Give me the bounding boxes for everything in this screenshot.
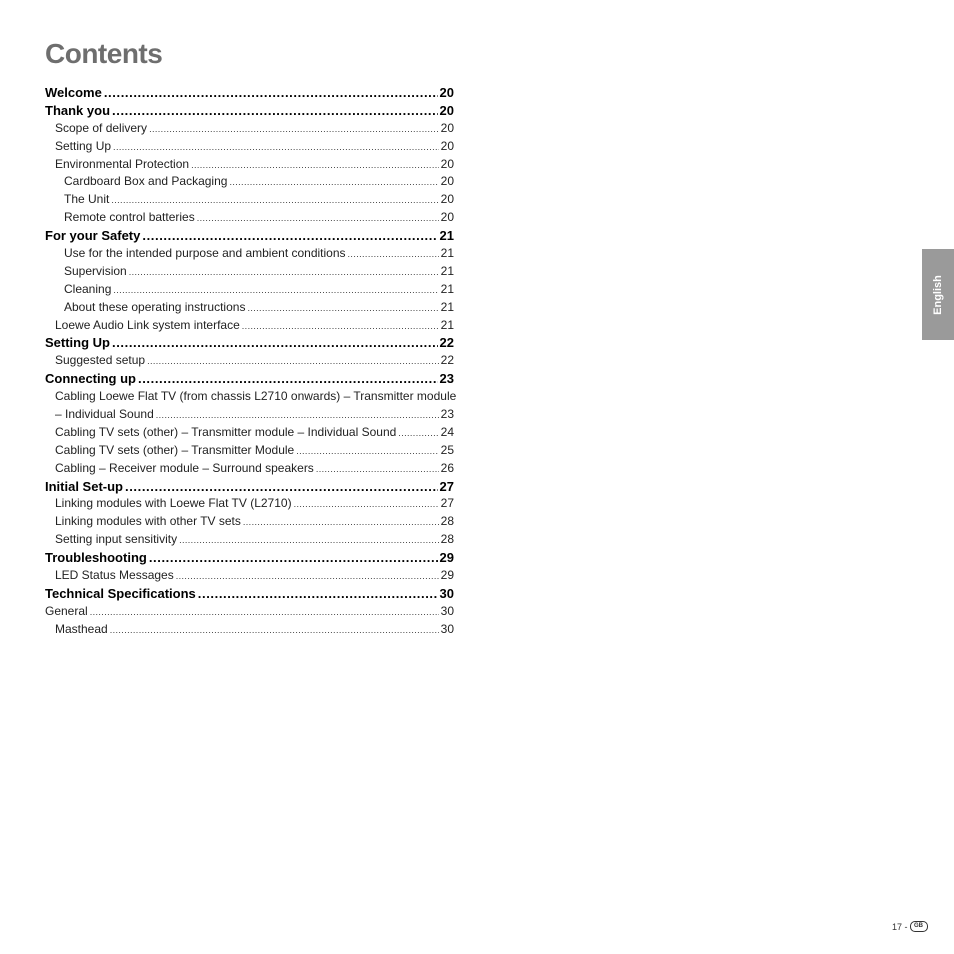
toc-page-number: 21 bbox=[440, 246, 454, 261]
toc-leader-dots bbox=[111, 192, 438, 210]
toc-entry[interactable] bbox=[45, 317, 454, 335]
toc-leader-dots bbox=[112, 102, 438, 120]
toc-leader-dots bbox=[176, 568, 439, 586]
toc-entry[interactable] bbox=[45, 245, 454, 263]
toc-leader-dots bbox=[156, 407, 439, 425]
toc-page-number: 20 bbox=[440, 192, 454, 207]
toc-leader-dots bbox=[110, 622, 439, 640]
toc-leader-dots bbox=[179, 532, 439, 550]
toc-leader-dots bbox=[138, 370, 438, 388]
toc-entry-label: LED Status Messages bbox=[55, 568, 174, 583]
page-footer bbox=[892, 921, 928, 932]
toc-entry[interactable] bbox=[45, 120, 454, 138]
toc-entry[interactable] bbox=[45, 191, 454, 209]
toc-page-number: 29 bbox=[440, 568, 454, 583]
toc-page-number: 20 bbox=[440, 210, 454, 225]
toc-entry[interactable] bbox=[45, 495, 454, 513]
toc-entry-label: Remote control batteries bbox=[64, 210, 195, 225]
toc-leader-dots bbox=[197, 210, 439, 228]
toc-section[interactable] bbox=[45, 478, 454, 496]
toc-entry[interactable] bbox=[45, 531, 454, 549]
toc-entry[interactable] bbox=[45, 424, 454, 442]
toc-entry[interactable] bbox=[45, 138, 454, 156]
toc-page-number: 29 bbox=[439, 550, 454, 566]
toc-entry[interactable] bbox=[45, 263, 454, 281]
toc-leader-dots bbox=[147, 353, 439, 371]
toc-leader-dots bbox=[247, 300, 438, 318]
toc-entry-label: Linking modules with Loewe Flat TV (L2710) bbox=[55, 496, 292, 511]
toc-leader-dots bbox=[198, 585, 438, 603]
toc-entry[interactable] bbox=[45, 281, 454, 299]
toc-entry-label: Masthead bbox=[55, 621, 108, 636]
toc-leader-dots bbox=[296, 443, 438, 461]
toc-page-number: 28 bbox=[440, 532, 454, 547]
toc-entry[interactable] bbox=[45, 406, 454, 424]
toc-entry-label: Cabling TV sets (other) – Transmitter module – Individual Sound bbox=[55, 424, 397, 439]
toc-leader-dots bbox=[242, 318, 439, 336]
toc-page-number: 27 bbox=[440, 496, 454, 511]
toc-entry-label: For your Safety bbox=[45, 228, 141, 244]
toc-entry-label: Cabling TV sets (other) – Transmitter Module bbox=[55, 442, 295, 457]
toc-entry-label: Welcome bbox=[45, 85, 102, 100]
toc-leader-dots bbox=[113, 139, 439, 157]
toc-entry-label: Setting input sensitivity bbox=[55, 532, 178, 547]
toc-entry[interactable] bbox=[45, 209, 454, 227]
toc-page-number: 20 bbox=[440, 156, 454, 171]
toc-entry-label: Cabling – Receiver module – Surround speakers bbox=[55, 460, 314, 475]
toc-leader-dots bbox=[149, 549, 438, 567]
toc-entry-label: Cardboard Box and Packaging bbox=[64, 174, 228, 189]
toc-section[interactable] bbox=[45, 549, 454, 567]
toc-entry-label: Setting Up bbox=[45, 335, 110, 351]
toc-entry[interactable] bbox=[45, 460, 454, 478]
language-tab-label: English bbox=[932, 274, 944, 315]
toc-page-number: 21 bbox=[440, 263, 454, 278]
toc-entry-label: Cleaning bbox=[64, 281, 112, 296]
toc-leader-dots bbox=[104, 84, 438, 102]
toc-entry[interactable] bbox=[45, 299, 454, 317]
toc-leader-dots bbox=[90, 604, 439, 622]
toc-entry[interactable] bbox=[45, 388, 457, 406]
toc-entry-label: Connecting up bbox=[45, 371, 136, 387]
toc-section[interactable] bbox=[45, 334, 454, 352]
toc-entry-label: About these operating instructions bbox=[64, 299, 246, 314]
toc-entry-label: Linking modules with other TV sets bbox=[55, 514, 241, 529]
toc-entry-label: Initial Set-up bbox=[45, 478, 123, 494]
toc-leader-dots bbox=[294, 496, 439, 514]
toc-page-number: 30 bbox=[440, 621, 454, 636]
table-of-contents bbox=[45, 84, 457, 639]
toc-leader-dots bbox=[142, 227, 437, 245]
toc-page-number: 21 bbox=[439, 228, 454, 244]
toc-section[interactable] bbox=[45, 227, 454, 245]
toc-section[interactable] bbox=[45, 370, 454, 388]
toc-leader-dots bbox=[112, 334, 438, 352]
toc-entry-label: The Unit bbox=[64, 192, 110, 207]
toc-leader-dots bbox=[243, 514, 439, 532]
toc-page-number: 30 bbox=[440, 603, 454, 618]
toc-page-number: 23 bbox=[440, 407, 454, 422]
country-badge: GB bbox=[910, 921, 928, 932]
page-number: 17 - bbox=[892, 921, 908, 932]
toc-leader-dots bbox=[229, 174, 438, 192]
toc-page-number: 20 bbox=[439, 85, 454, 100]
toc-entry-label: Thank you bbox=[45, 102, 111, 118]
toc-entry-label: Use for the intended purpose and ambient conditions bbox=[64, 246, 346, 261]
toc-page-number: 20 bbox=[440, 120, 454, 135]
toc-entry-label: Troubleshooting bbox=[45, 550, 147, 566]
toc-leader-dots bbox=[191, 157, 439, 175]
toc-page-number: 28 bbox=[440, 514, 454, 529]
toc-page-number: 25 bbox=[440, 442, 454, 457]
toc-leader-dots bbox=[113, 282, 438, 300]
toc-entry-label: Environmental Protection bbox=[55, 156, 190, 171]
toc-leader-dots bbox=[348, 246, 439, 264]
toc-entry-label: – Individual Sound bbox=[55, 407, 154, 422]
toc-leader-dots bbox=[398, 425, 438, 443]
language-tab bbox=[922, 249, 954, 340]
toc-leader-dots bbox=[316, 461, 439, 479]
toc-page-number: 20 bbox=[440, 138, 454, 153]
toc-page-number: 20 bbox=[439, 102, 454, 118]
toc-page-number: 22 bbox=[440, 353, 454, 368]
toc-page-number: 24 bbox=[440, 424, 454, 439]
toc-entry[interactable] bbox=[45, 173, 454, 191]
toc-entry-label: Scope of delivery bbox=[55, 120, 148, 135]
toc-entry[interactable] bbox=[45, 567, 454, 585]
toc-section[interactable] bbox=[45, 84, 454, 102]
toc-leader-dots bbox=[149, 121, 439, 139]
page-title: Contents bbox=[45, 38, 163, 69]
toc-section[interactable] bbox=[45, 102, 454, 120]
toc-entry[interactable] bbox=[45, 442, 454, 460]
toc-page-number: 23 bbox=[439, 371, 454, 387]
toc-page-number: 20 bbox=[440, 174, 454, 189]
toc-page-number: 22 bbox=[439, 335, 454, 351]
toc-entry[interactable] bbox=[45, 156, 454, 174]
toc-entry-label: Setting Up bbox=[55, 138, 112, 153]
toc-page-number: 30 bbox=[439, 585, 454, 601]
toc-page-number: 27 bbox=[439, 478, 454, 494]
toc-page-number: 21 bbox=[440, 281, 454, 296]
toc-entry-label: Suggested setup bbox=[55, 353, 146, 368]
toc-leader-dots bbox=[129, 264, 439, 282]
toc-page-number: 21 bbox=[440, 299, 454, 314]
toc-entry-label: General bbox=[45, 603, 88, 618]
toc-entry-label: Cabling Loewe Flat TV (from chassis L2710 onwards) – Transmitter module bbox=[55, 389, 457, 404]
toc-page-number: 26 bbox=[440, 460, 454, 475]
toc-page-number: 21 bbox=[440, 317, 454, 332]
toc-section[interactable] bbox=[45, 585, 454, 603]
toc-entry[interactable] bbox=[45, 352, 454, 370]
toc-entry[interactable] bbox=[45, 603, 454, 621]
toc-entry-label: Supervision bbox=[64, 263, 127, 278]
toc-leader-dots bbox=[125, 478, 438, 496]
toc-entry[interactable] bbox=[45, 621, 454, 639]
toc-entry-label: Technical Specifications bbox=[45, 585, 196, 601]
toc-entry[interactable] bbox=[45, 513, 454, 531]
toc-entry-label: Loewe Audio Link system interface bbox=[55, 317, 240, 332]
